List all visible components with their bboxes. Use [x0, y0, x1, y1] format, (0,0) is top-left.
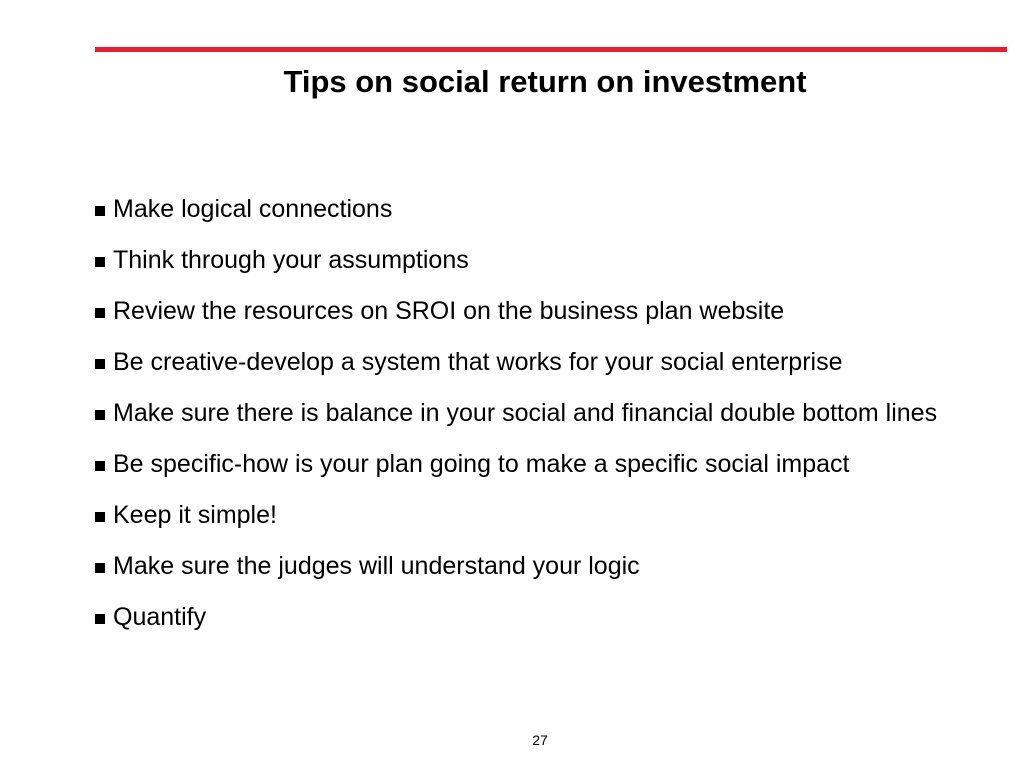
bullet-text: Think through your assumptions	[113, 246, 469, 274]
slide-title: Tips on social return on investment	[283, 64, 807, 99]
bullet-text: Review the resources on SROI on the business plan website	[113, 297, 785, 325]
square-bullet-icon	[95, 206, 105, 216]
bullet-item-8	[95, 549, 995, 584]
bullet-text: Quantify	[113, 603, 207, 631]
square-bullet-icon	[95, 308, 105, 318]
bullet-item-5	[95, 396, 995, 431]
square-bullet-icon	[95, 359, 105, 369]
bullet-text: Make sure there is balance in your social and financial double bottom lines	[113, 399, 938, 427]
bullet-text: Be creative-develop a system that works for your social enterprise	[113, 348, 843, 376]
square-bullet-icon	[95, 461, 105, 471]
page-number: 27	[532, 732, 548, 748]
bullet-item-7	[95, 498, 995, 533]
square-bullet-icon	[95, 410, 105, 420]
bullet-text: Keep it simple!	[113, 501, 277, 529]
bullet-item-4	[95, 345, 995, 380]
bullet-item-3	[95, 294, 995, 329]
tips-bullet-list	[95, 192, 995, 651]
square-bullet-icon	[95, 563, 105, 573]
bullet-text: Make sure the judges will understand your logic	[113, 552, 640, 580]
title-divider-line	[95, 47, 1007, 52]
bullet-text: Be specific-how is your plan going to make a specific social impact	[113, 450, 850, 478]
bullet-item-6	[95, 447, 995, 482]
bullet-item-2	[95, 243, 995, 278]
bullet-item-9	[95, 600, 995, 635]
bullet-text: Make logical connections	[113, 195, 393, 223]
square-bullet-icon	[95, 512, 105, 522]
square-bullet-icon	[95, 257, 105, 267]
square-bullet-icon	[95, 614, 105, 624]
bullet-item-1	[95, 192, 995, 227]
